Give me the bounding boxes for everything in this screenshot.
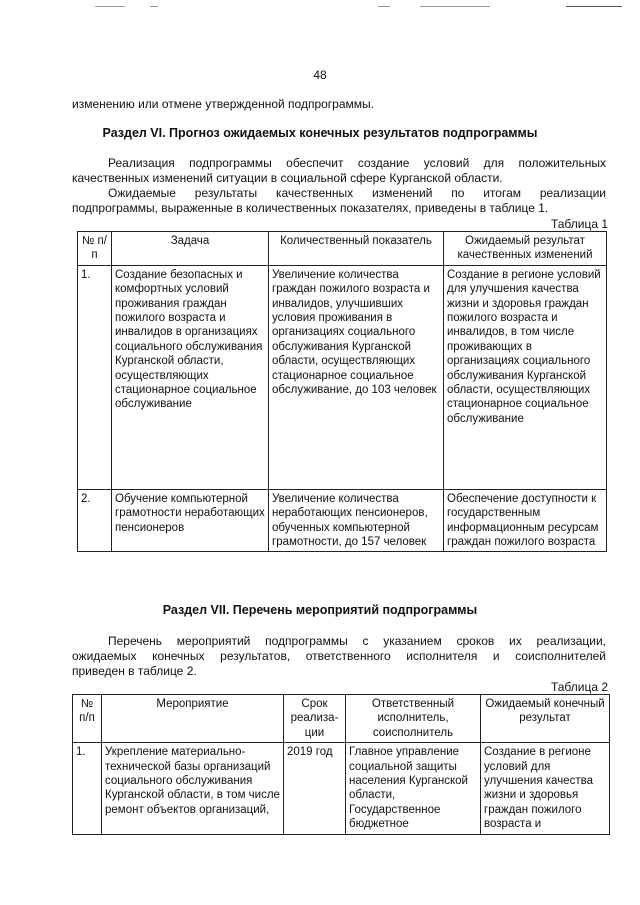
table-1-header-result: Ожидаемый результат качественных изменений — [444, 232, 607, 266]
table-1-header-task: Задача — [112, 232, 269, 266]
row-number: 1. — [78, 265, 112, 489]
page-number: 48 — [313, 68, 327, 82]
intro-text: изменению или отмене утвержденной подпрограммы. — [72, 97, 374, 111]
indicator-cell: Увеличение количества граждан пожилого возраста и инвалидов, улучшивших условия проживания в организациях социального обслуживания Курганской области, осуществляющих стационарное социальное обслуживание, до 103 человек — [269, 265, 444, 489]
table-2-header-executor: Ответственный исполнитель, соисполнитель — [346, 695, 481, 743]
row-number: 2. — [78, 489, 112, 552]
section-7-paragraph-line-2: ожидаемых конечных результатов, ответственного исполнителя и соисполнителей — [72, 649, 606, 663]
scan-artifact — [566, 6, 622, 7]
scan-artifact — [95, 6, 125, 7]
section-6-paragraph-2-line-1: Ожидаемые результаты качественных изменений по итогам реализации — [108, 186, 606, 200]
section-6-paragraph-1-line-2: качественных изменений ситуации в социальной сфере Курганской области. — [72, 171, 503, 185]
section-7-paragraph-line-3: приведен в таблице 2. — [72, 664, 197, 678]
executor-cell: Главное управление социальной защиты населения Курганской области, Государственное бюджетное — [346, 743, 481, 834]
result-cell: Создание в регионе условий для улучшения качества жизни и здоровья граждан пожилого возраста и — [481, 743, 610, 834]
table-2-caption: Таблица 2 — [550, 680, 608, 694]
task-cell: Обучение компьютерной грамотности неработающих пенсионеров — [112, 489, 269, 552]
table-2-header-num: № п/п — [73, 695, 102, 743]
result-cell: Обеспечение доступности к государственным информационным ресурсам граждан пожилого возраста — [444, 489, 607, 552]
scan-artifact — [420, 6, 490, 7]
section-6-paragraph-1-line-1: Реализация подпрограммы обеспечит создание условий для положительных — [108, 156, 606, 170]
section-7-paragraph-line-1: Перечень мероприятий подпрограммы с указанием сроков их реализации, — [108, 634, 606, 648]
scan-artifact — [150, 6, 158, 7]
table-1-header-row — [78, 232, 607, 266]
indicator-cell: Увеличение количества неработающих пенсионеров, обученных компьютерной грамотности, до 157 человек — [269, 489, 444, 552]
table-2 — [72, 694, 610, 835]
row-number: 1. — [73, 743, 102, 834]
table-2-header-term: Срок реализа-ции — [284, 695, 346, 743]
table-1-header-num: № п/п — [78, 232, 112, 266]
table-1-header-indicator: Количественный показатель — [269, 232, 444, 266]
section-6-title: Раздел VI. Прогноз ожидаемых конечных результатов подпрограммы — [102, 126, 538, 140]
task-cell: Создание безопасных и комфортных условий проживания граждан пожилого возраста и инвалидов в организациях социального обслуживания Курганской области, осуществляющих стационарное социальное обслуживание — [112, 265, 269, 489]
scan-artifact — [378, 6, 390, 7]
table-2-header-action: Мероприятие — [102, 695, 284, 743]
section-7-title: Раздел VII. Перечень мероприятий подпрограммы — [162, 603, 478, 617]
term-cell: 2019 год — [284, 743, 346, 834]
table-2-header-result: Ожидаемый конечный результат — [481, 695, 610, 743]
table-row — [73, 743, 610, 834]
table-row — [78, 265, 607, 489]
section-6-paragraph-2-line-2: подпрограммы, выраженные в количественных показателях, приведены в таблице 1. — [72, 201, 549, 215]
table-2-header-row — [73, 695, 610, 743]
table-1-caption: Таблица 1 — [550, 217, 608, 231]
action-cell: Укрепление материально-технической базы организаций социального обслуживания Курганской области, в том числе ремонт объектов организаций, — [102, 743, 284, 834]
table-1 — [77, 231, 607, 552]
result-cell: Создание в регионе условий для улучшения качества жизни и здоровья граждан пожилого возраста и инвалидов, в том числе проживающих в организациях социального обслуживания Курганской области, осуществляющих стационарное социальное обслуживание — [444, 265, 607, 489]
table-row — [78, 489, 607, 552]
